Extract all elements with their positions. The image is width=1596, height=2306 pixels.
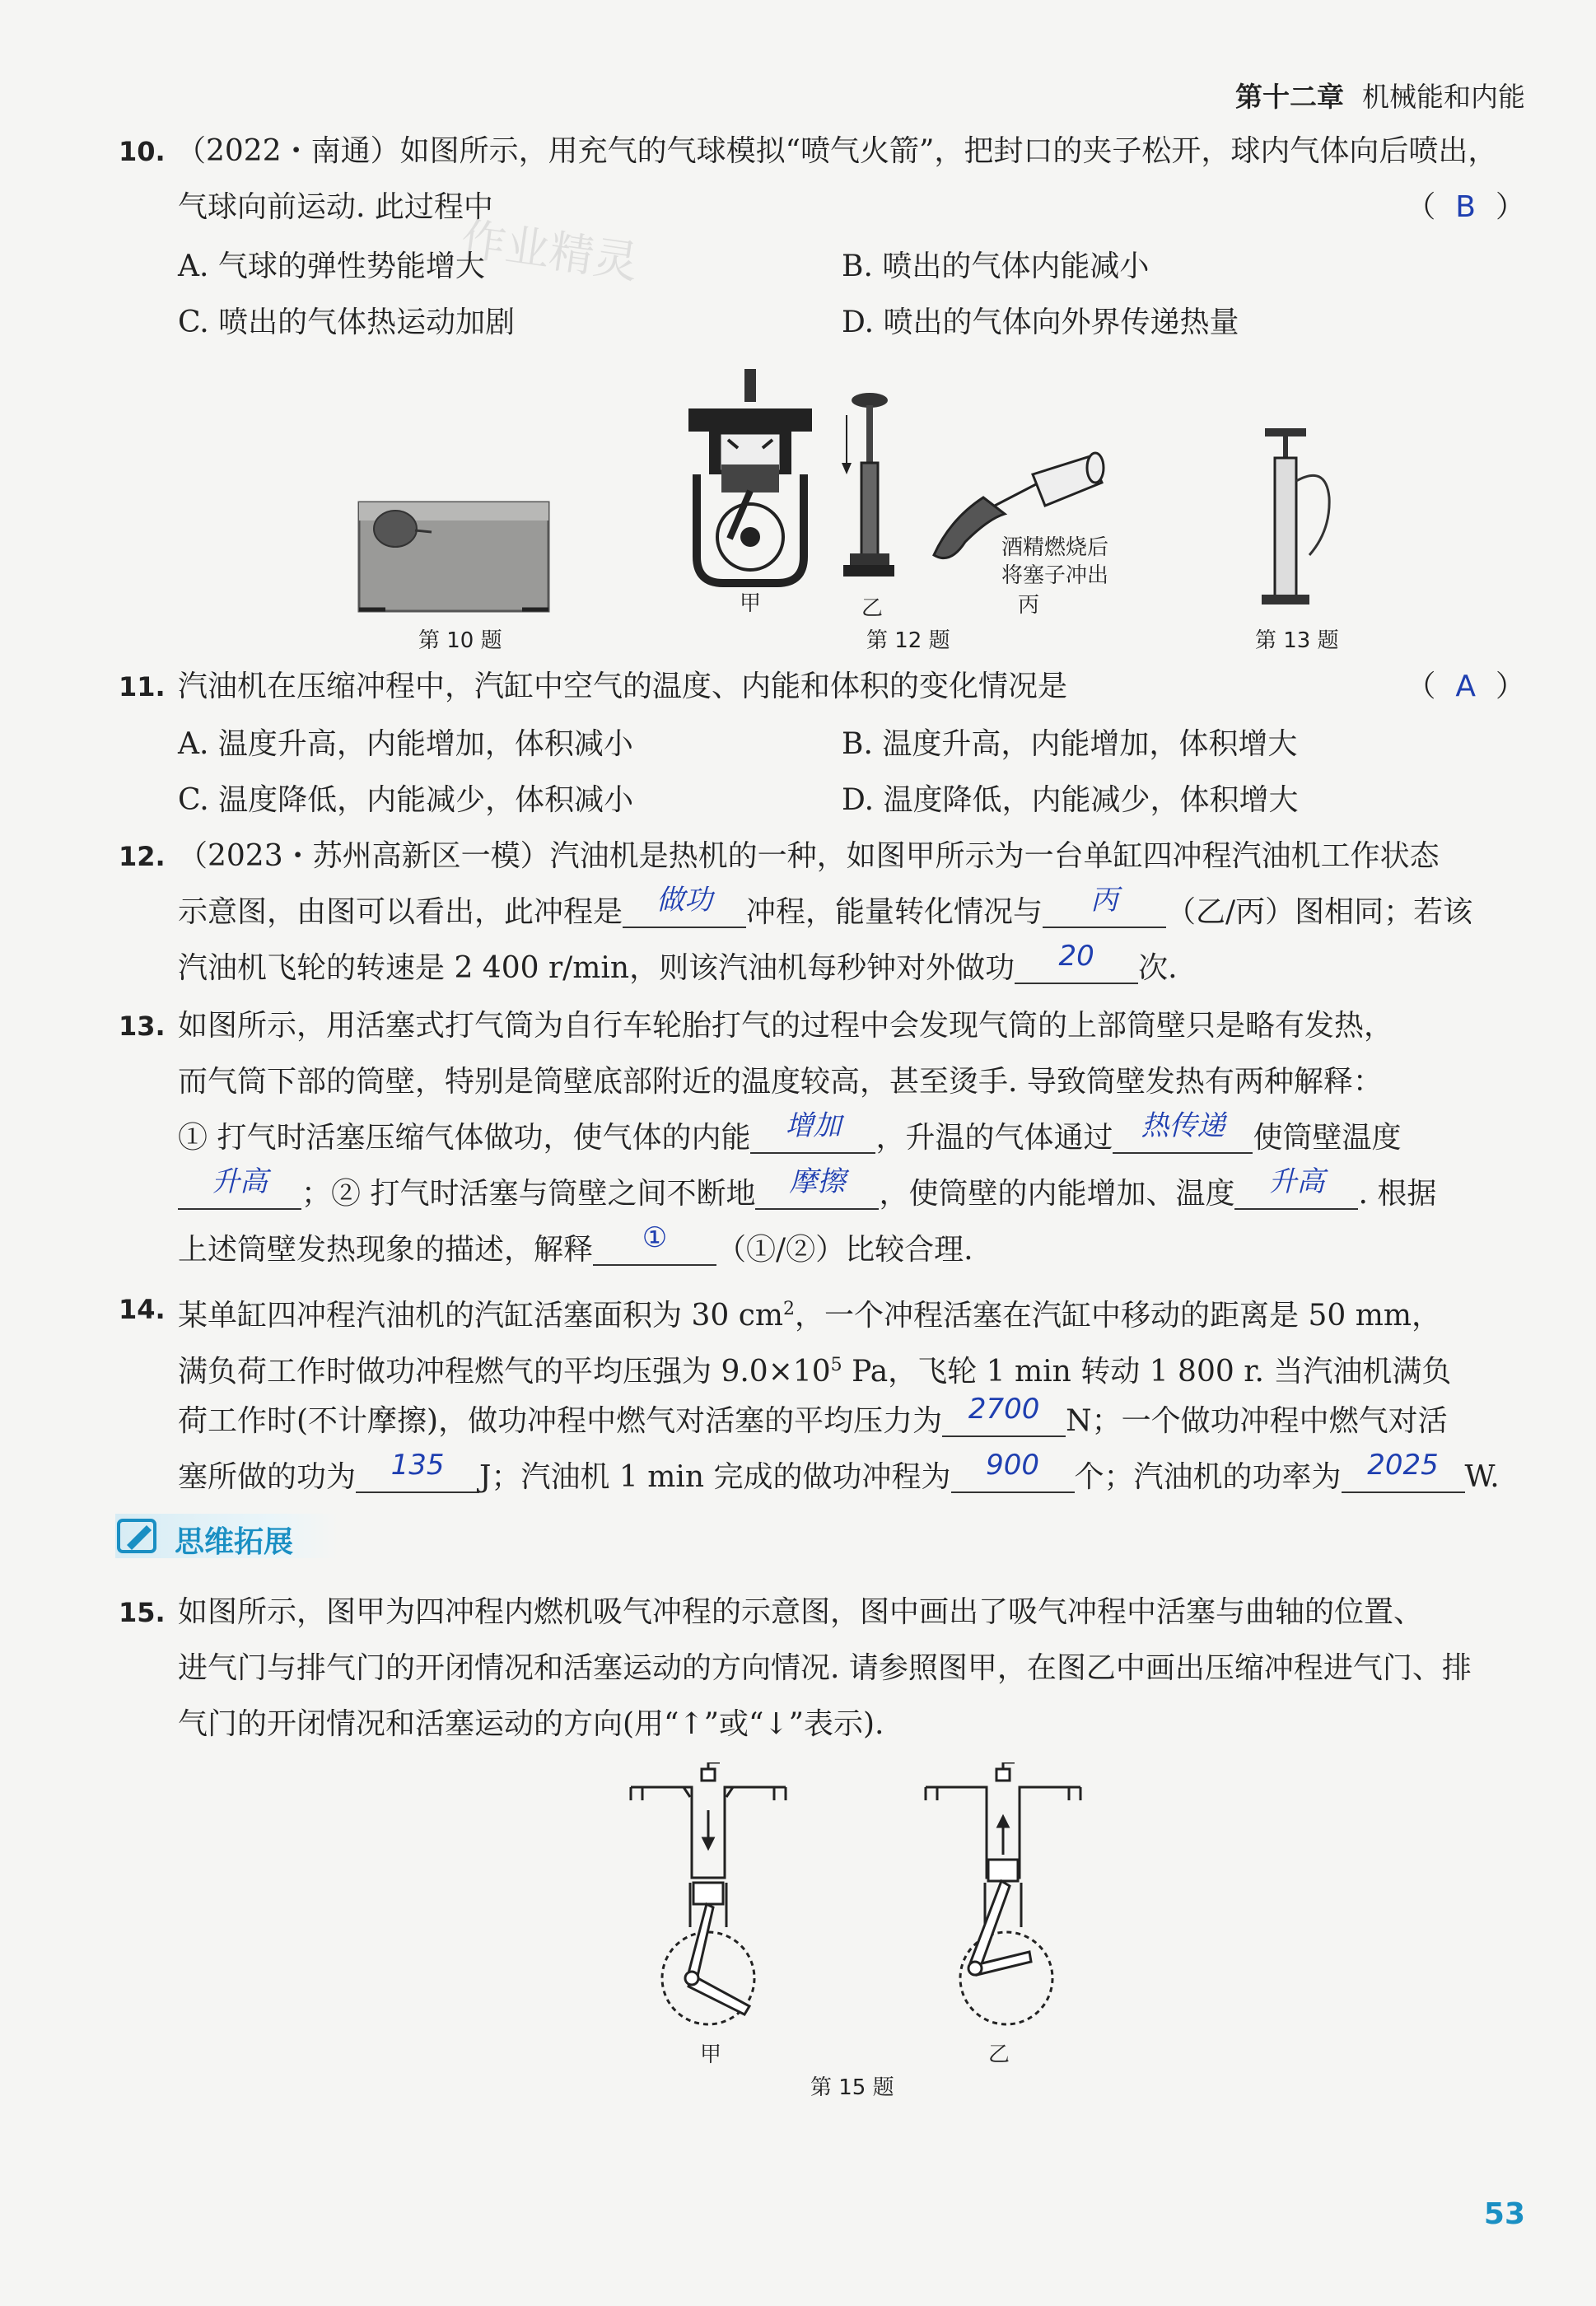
text-fragment: Pa，飞轮 1 min 转动 1 800 r. 当汽油机满负 bbox=[842, 1355, 1452, 1389]
figure-15-jia-label: 甲 bbox=[700, 2042, 722, 2067]
answer-blank bbox=[1043, 884, 1166, 928]
text-fragment: ，一个冲程活塞在汽缸中移动的距离是 50 mm， bbox=[795, 1299, 1441, 1333]
answer-blank bbox=[623, 884, 746, 928]
question-text: （2023・苏州高新区一模）汽油机是热机的一种，如图甲所示为一台单缸四冲程汽油机工作状态 bbox=[178, 839, 1440, 873]
figure-15-yi-label: 乙 bbox=[988, 2042, 1010, 2067]
text-fragment: 使筒壁温度 bbox=[1253, 1121, 1402, 1155]
answer-blank bbox=[1015, 940, 1138, 984]
question-text: （2022・南通）如图所示，用充气的气球模拟“喷气火箭”，把封口的夹子松开，球内气体向后喷出， bbox=[176, 134, 1498, 168]
answer-bracket: （ B ） bbox=[1406, 190, 1525, 224]
answer-bracket: （ A ） bbox=[1406, 670, 1525, 703]
answer-value: 做功 bbox=[656, 884, 713, 917]
answer-value: 丙 bbox=[1090, 884, 1119, 917]
option-a: A. 气球的弹性势能增大 bbox=[178, 250, 485, 283]
engine-diagram-jia bbox=[626, 1762, 791, 2042]
question-text-line5 bbox=[178, 1222, 973, 1278]
question-14 bbox=[120, 1281, 1530, 1520]
chapter-header bbox=[1235, 76, 1525, 114]
text-fragment: 荷工作时(不计摩擦)，做功冲程中燃气对活塞的平均压力为 bbox=[178, 1404, 943, 1438]
figure-12-caption: 第 12 题 bbox=[866, 628, 950, 653]
alcohol-note-line2: 将塞子冲出 bbox=[1001, 563, 1109, 588]
question-text-line4 bbox=[178, 1166, 1436, 1222]
answer-blank bbox=[1113, 1109, 1253, 1154]
option-d: D. 喷出的气体向外界传递热量 bbox=[842, 306, 1239, 339]
option-d: D. 温度降低，内能减少，体积增大 bbox=[842, 783, 1299, 817]
answer-value: 热传递 bbox=[1141, 1109, 1225, 1142]
answer-value: A bbox=[1455, 670, 1476, 703]
text-fragment: N；一个做功冲程中燃气对活 bbox=[1066, 1404, 1448, 1438]
answer-value: B bbox=[1455, 190, 1476, 224]
answer-blank bbox=[1234, 1165, 1358, 1210]
answer-blank bbox=[942, 1393, 1066, 1437]
answer-value: 2025 bbox=[1367, 1449, 1439, 1482]
text-fragment: 次. bbox=[1138, 951, 1178, 985]
text-fragment: （乙/丙）图相同；若该 bbox=[1166, 895, 1473, 929]
watermark: 作业精灵 bbox=[458, 212, 642, 289]
question-text-line1 bbox=[178, 1281, 1441, 1344]
option-a: A. 温度升高，内能增加，体积减小 bbox=[178, 727, 633, 761]
text-fragment: 个；汽油机的功率为 bbox=[1074, 1460, 1342, 1494]
answer-blank bbox=[750, 1109, 875, 1154]
answer-value: 135 bbox=[390, 1449, 445, 1482]
answer-value: 升高 bbox=[212, 1165, 268, 1198]
balloon-tank-figure bbox=[352, 494, 558, 618]
question-text: 如图所示，图甲为四冲程内燃机吸气冲程的示意图，图中画出了吸气冲程中活塞与曲轴的位置、 bbox=[178, 1595, 1424, 1629]
text-fragment: 示意图，由图可以看出，此冲程是 bbox=[178, 895, 623, 929]
question-text: 汽油机在压缩冲程中，汽缸中空气的温度、内能和体积的变化情况是 bbox=[178, 670, 1068, 703]
answer-value: 摩擦 bbox=[789, 1165, 846, 1198]
answer-value: ① bbox=[642, 1221, 668, 1254]
text-fragment: . 根据 bbox=[1358, 1177, 1437, 1211]
figure-jia-label: 甲 bbox=[740, 591, 762, 616]
answer-value: 20 bbox=[1058, 940, 1094, 973]
question-number: 10. bbox=[119, 136, 166, 167]
option-b: B. 喷出的气体内能减小 bbox=[842, 250, 1150, 283]
text-fragment: 某单缸四冲程汽油机的汽缸活塞面积为 30 cm bbox=[178, 1299, 783, 1333]
question-number: 12. bbox=[119, 841, 166, 872]
question-text-line2 bbox=[178, 1337, 1451, 1400]
question-text: 而气筒下部的筒壁，特别是筒壁底部附近的温度较高，甚至烫手. 导致筒壁发热有两种解释： bbox=[178, 1065, 1383, 1099]
answer-blank bbox=[755, 1165, 879, 1210]
answer-blank bbox=[356, 1449, 479, 1493]
text-fragment: ；② 打气时活塞与筒壁之间不断地 bbox=[301, 1177, 756, 1211]
question-13 bbox=[120, 998, 1530, 1295]
figure-15-caption: 第 15 题 bbox=[810, 2075, 894, 2100]
question-text: 气门的开闭情况和活塞运动的方向(用“↑”或“↓”表示). bbox=[178, 1707, 884, 1741]
question-text-line4 bbox=[178, 1449, 1500, 1505]
question-number: 15. bbox=[119, 1597, 166, 1628]
text-fragment: （①/②）比较合理. bbox=[716, 1233, 973, 1267]
question-text: 进气门与排气门的开闭情况和活塞运动的方向情况. 请参照图甲，在图乙中画出压缩冲程进气门、排 bbox=[178, 1651, 1472, 1685]
answer-blank bbox=[951, 1449, 1075, 1493]
bike-pump-figure bbox=[1252, 423, 1342, 614]
question-number: 11. bbox=[119, 671, 166, 703]
option-c: C. 喷出的气体热运动加剧 bbox=[178, 306, 516, 339]
figure-13-caption: 第 13 题 bbox=[1255, 628, 1339, 653]
answer-value: 升高 bbox=[1268, 1165, 1325, 1198]
question-text-line3 bbox=[178, 941, 1178, 997]
figure-10-caption: 第 10 题 bbox=[418, 628, 502, 653]
question-11 bbox=[120, 659, 1530, 832]
question-text: 如图所示，用活塞式打气筒为自行车轮胎打气的过程中会发现气筒的上部筒壁只是略有发热， bbox=[178, 1009, 1394, 1043]
text-fragment: ，使筒壁的内能增加、温度 bbox=[879, 1177, 1235, 1211]
text-fragment: ① 打气时活塞压缩气体做功，使气体的内能 bbox=[178, 1121, 751, 1155]
text-fragment: 上述筒壁发热现象的描述，解释 bbox=[178, 1233, 594, 1267]
answer-value: 900 bbox=[986, 1449, 1039, 1482]
answer-blank bbox=[1342, 1449, 1465, 1493]
alcohol-note-line1: 酒精燃烧后 bbox=[1001, 535, 1109, 560]
superscript: 5 bbox=[830, 1355, 842, 1375]
question-15 bbox=[120, 1585, 1530, 1758]
text-fragment: 汽油机飞轮的转速是 2 400 r/min，则该汽油机每秒钟对外做功 bbox=[178, 951, 1015, 985]
text-fragment: 塞所做的功为 bbox=[178, 1460, 357, 1494]
text-fragment: J；汽油机 1 min 完成的做功冲程为 bbox=[479, 1460, 951, 1494]
option-b: B. 温度升高，内能增加，体积增大 bbox=[842, 727, 1298, 761]
page-number: 53 bbox=[1483, 2197, 1525, 2231]
question-number: 14. bbox=[119, 1294, 166, 1325]
engine-figure-jia bbox=[680, 367, 820, 590]
answer-value: 增加 bbox=[785, 1109, 842, 1142]
engine-diagram-yi bbox=[921, 1762, 1085, 2042]
question-12 bbox=[120, 829, 1530, 1001]
section-pencil-icon bbox=[115, 1517, 161, 1555]
section-title: 思维拓展 bbox=[175, 1525, 294, 1559]
answer-value: 2700 bbox=[968, 1393, 1040, 1426]
question-10 bbox=[120, 124, 1530, 354]
figure-bing-label: 丙 bbox=[1018, 593, 1040, 618]
question-text: 气球向前运动. 此过程中 bbox=[178, 190, 493, 224]
question-text-line2 bbox=[178, 885, 1472, 941]
question-number: 13. bbox=[119, 1011, 166, 1042]
text-fragment: 冲程，能量转化情况与 bbox=[746, 895, 1043, 929]
section-banner bbox=[115, 1514, 338, 1558]
figure-yi-label: 乙 bbox=[861, 596, 884, 621]
text-fragment: W. bbox=[1464, 1460, 1500, 1494]
option-c: C. 温度降低，内能减少，体积减小 bbox=[178, 783, 634, 817]
answer-blank bbox=[178, 1165, 301, 1210]
chapter-title: 机械能和内能 bbox=[1362, 81, 1525, 113]
text-fragment: ，升温的气体通过 bbox=[875, 1121, 1113, 1155]
superscript: 2 bbox=[783, 1299, 795, 1319]
chapter-number: 第十二章 bbox=[1235, 81, 1344, 113]
fire-syringe-figure-yi bbox=[838, 392, 896, 583]
text-fragment: 满负荷工作时做功冲程燃气的平均压强为 9.0×10 bbox=[178, 1355, 831, 1389]
answer-blank bbox=[593, 1221, 716, 1266]
